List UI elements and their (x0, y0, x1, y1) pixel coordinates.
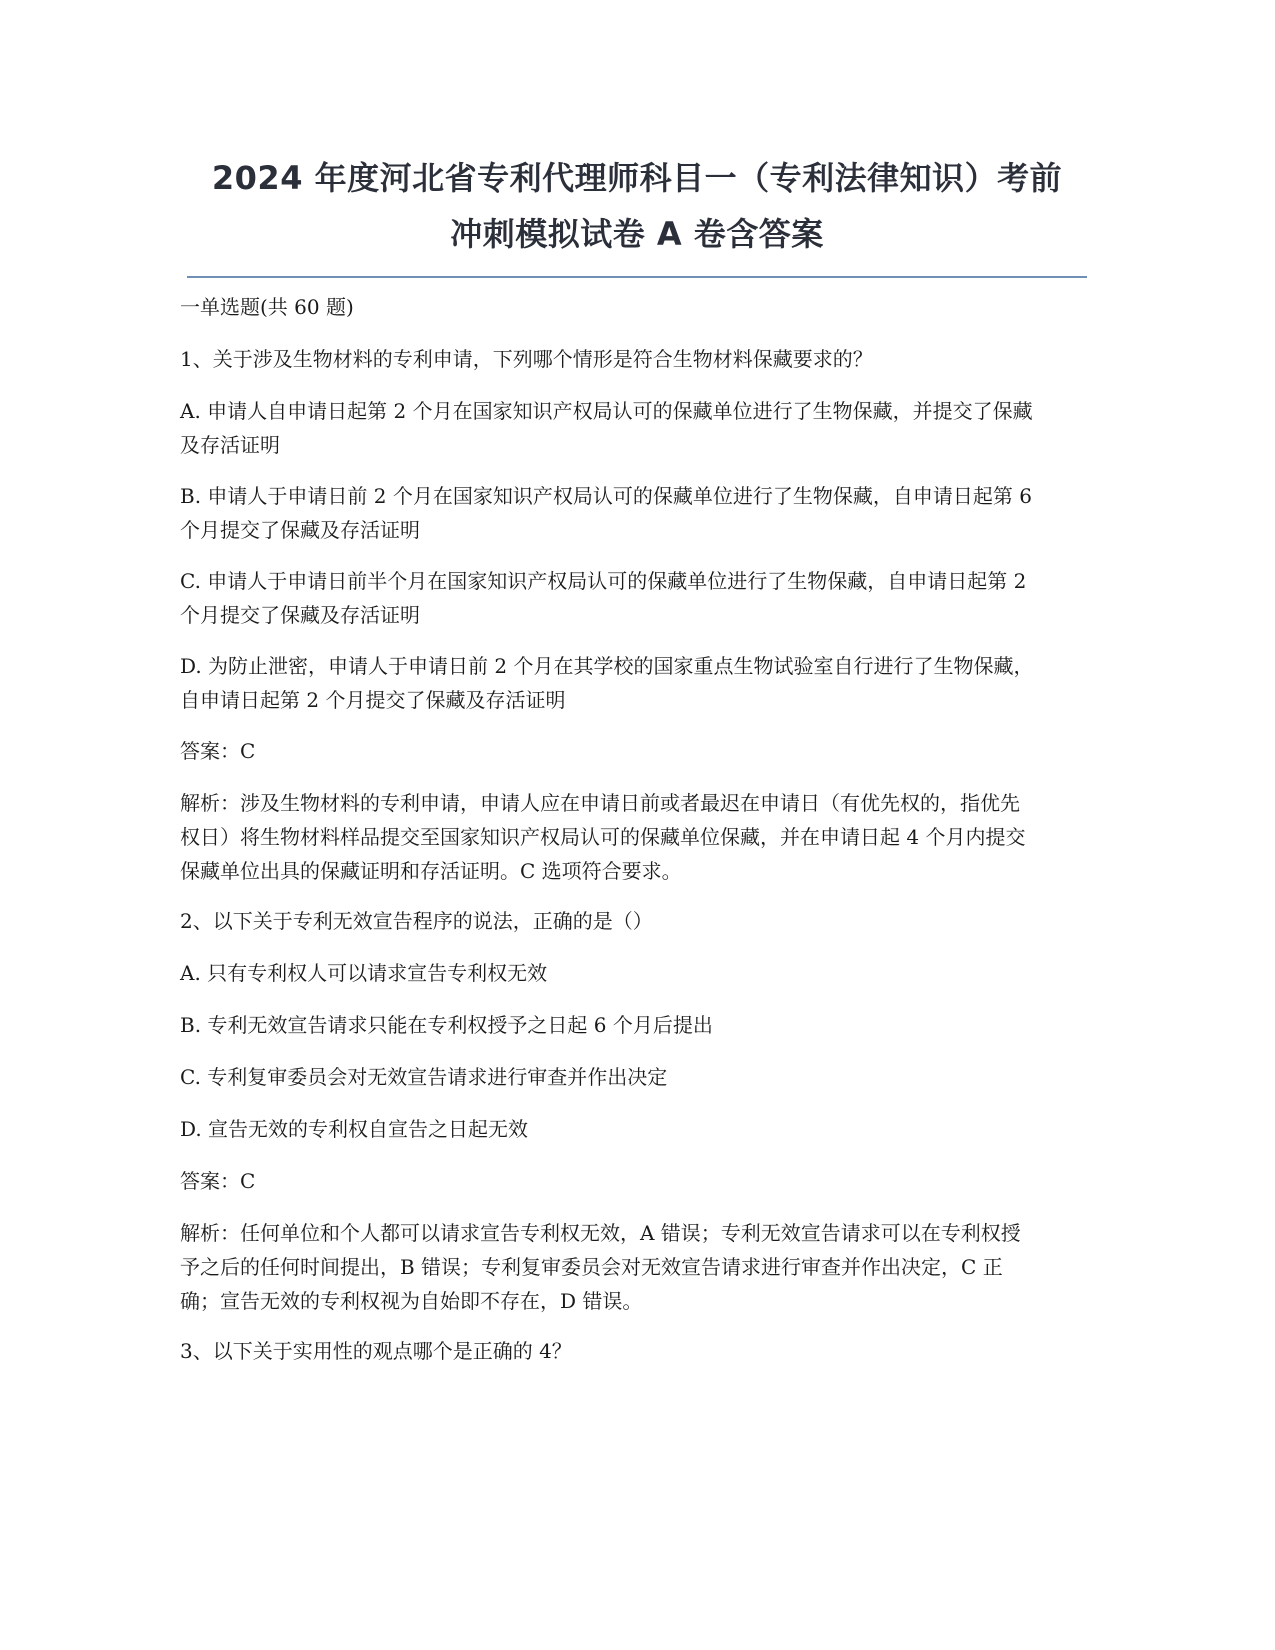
question-2-option-a: A. 只有专利权人可以请求宣告专利权无效 (180, 961, 548, 985)
section-title: 一单选题(共 60 题) (180, 295, 354, 319)
title-divider (187, 276, 1087, 278)
question-2-option-b: B. 专利无效宣告请求只能在专利权授予之日起 6 个月后提出 (180, 1013, 713, 1037)
question-1-text: 1、关于涉及生物材料的专利申请，下列哪个情形是符合生物材料保藏要求的？ (180, 347, 873, 371)
question-2-option-d: D. 宣告无效的专利权自宣告之日起无效 (180, 1117, 529, 1141)
title-line-2: 冲刺模拟试卷 A 卷含答案 (450, 215, 824, 253)
question-1-explanation: 解析：涉及生物材料的专利申请，申请人应在申请日前或者最迟在申请日（有优先权的，指优先权日）将生物材料样品提交至国家知识产权局认可的保藏单位保藏，并在申请日起 4 个月内提交保藏单位出具的保藏证明和存活证明。C 选项符合要求。 (180, 791, 1026, 883)
document-title (187, 150, 1087, 262)
question-2-text: 2、以下关于专利无效宣告程序的说法，正确的是（） (180, 909, 653, 933)
question-1-answer: 答案：C (180, 739, 256, 763)
question-1-option-a: A. 申请人自申请日起第 2 个月在国家知识产权局认可的保藏单位进行了生物保藏，并提交了保藏及存活证明 (180, 399, 1033, 457)
title-line-1: 2024 年度河北省专利代理师科目一（专利法律知识）考前 (211, 159, 1063, 197)
document-page (187, 150, 1087, 278)
question-1-option-b: B. 申请人于申请日前 2 个月在国家知识产权局认可的保藏单位进行了生物保藏，自申请日起第 6 个月提交了保藏及存活证明 (180, 484, 1032, 542)
question-3-text: 3、以下关于实用性的观点哪个是正确的 4？ (180, 1339, 572, 1363)
question-1-option-d: D. 为防止泄密，申请人于申请日前 2 个月在其学校的国家重点生物试验室自行进行了生物保藏，自申请日起第 2 个月提交了保藏及存活证明 (180, 654, 1034, 712)
question-2-option-c: C. 专利复审委员会对无效宣告请求进行审查并作出决定 (180, 1065, 668, 1089)
question-1-option-c: C. 申请人于申请日前半个月在国家知识产权局认可的保藏单位进行了生物保藏，自申请日起第 2 个月提交了保藏及存活证明 (180, 569, 1027, 627)
question-2-answer: 答案：C (180, 1169, 256, 1193)
question-2-explanation: 解析：任何单位和个人都可以请求宣告专利权无效，A 错误；专利无效宣告请求可以在专利权授予之后的任何时间提出，B 错误；专利复审委员会对无效宣告请求进行审查并作出决定，C 正确；宣告无效的专利权视为自始即不存在，D 错误。 (180, 1221, 1021, 1313)
